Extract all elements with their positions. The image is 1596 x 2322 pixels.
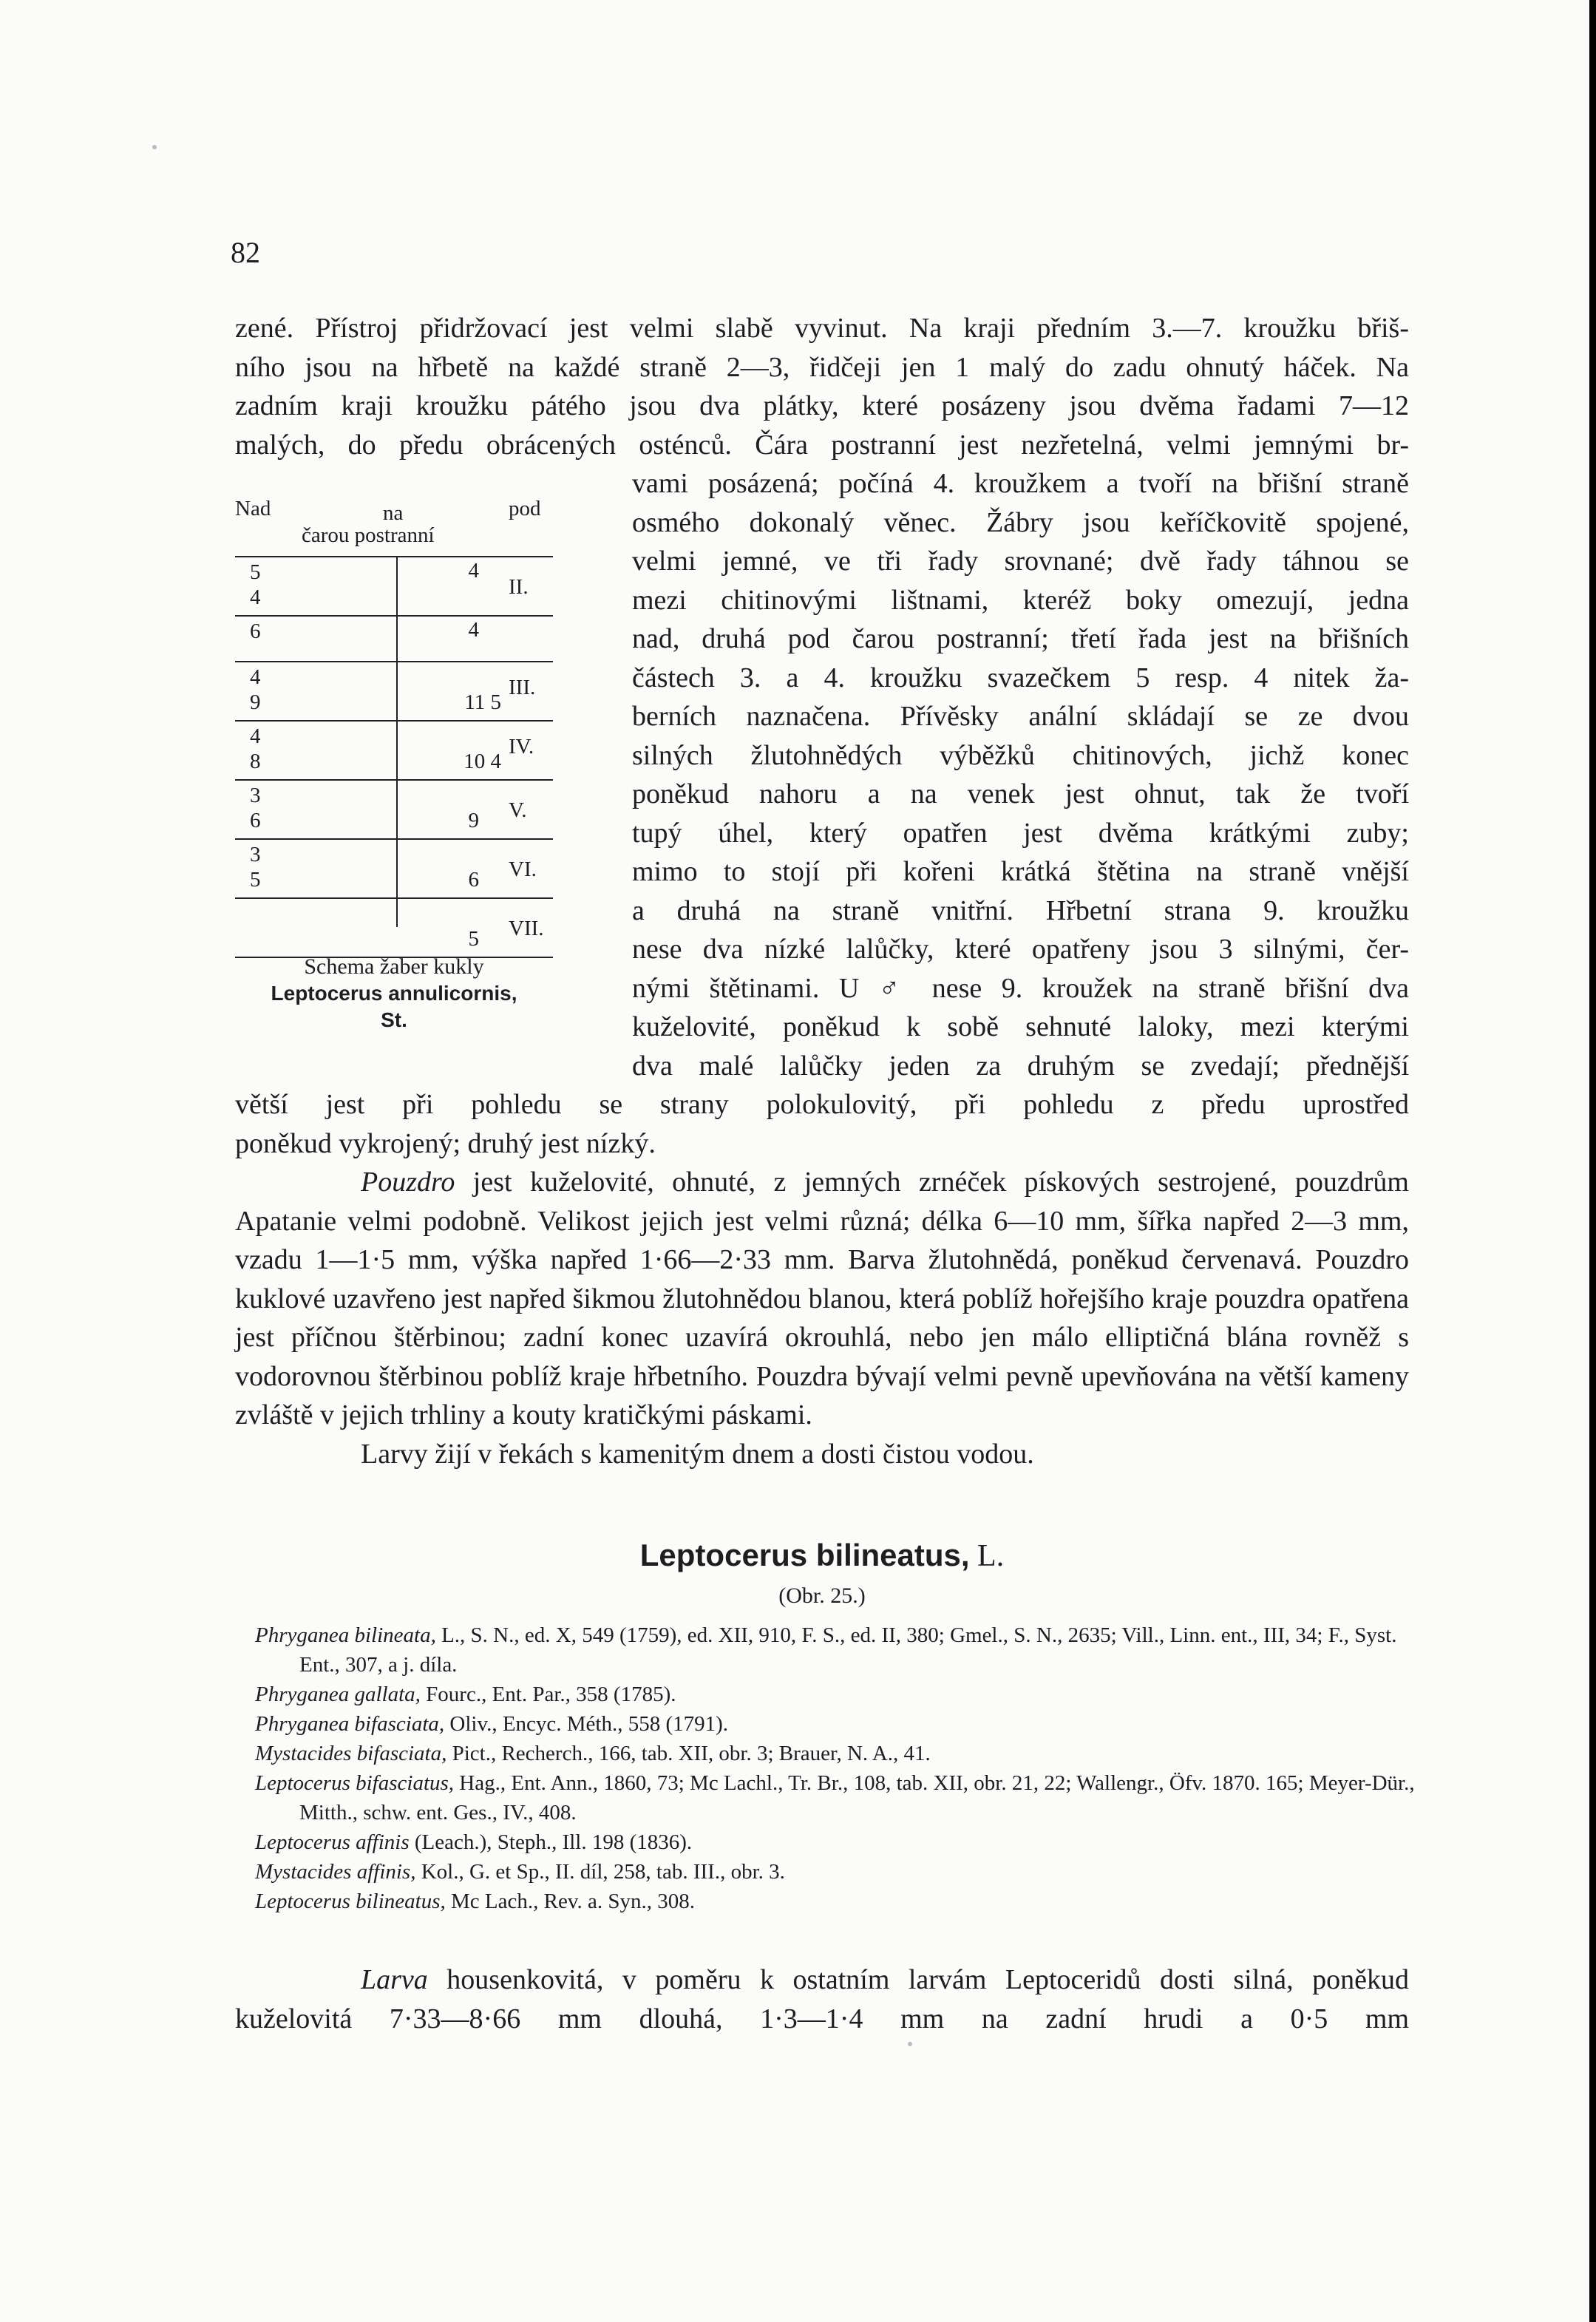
paragraph-text: jest kuželovité, ohnuté, z jemných zrnéček pískových sestrojené, pouzdrům Apatanie velmi podobně. Velikost jejich jest velmi různá; délka 6—10 mm, šířka napřed 2—3 mm, vzadu 1—1·5 mm, výška napřed 1·66—2·33 mm. Barva žlutohnědá, poněkud červenavá. Pouzdro kuklové uzavřeno jest napřed šikmou žlutohnědou blanou, která poblíž hořejšího kraje pouzdra opatřena jest příčnou štěrbinou; zadní konec uzavírá okrouhlá, nebo jen málo elliptičná blána rovněž s vodorovnou štěrbinou poblíž kraje hřbetního. Pouzdra bývají velmi pevně upevňována na větší kameny zvláště v jejich trhliny a kouty kratičkými páskami. [235,1167,1409,1430]
cell: 9 [250,690,261,714]
caption-line: Schema žaber kukly [304,954,484,979]
synonym-citation: Pict., Recherch., 166, tab. XII, obr. 3; Brauer, N. A., 41. [446,1742,931,1765]
speck [908,2042,912,2046]
text-line: nad, druhá pod čarou postranní; třetí řada jest na břišních [632,623,1409,654]
schema-row [235,722,553,781]
segment-label: V. [509,798,527,822]
text-line: zené. Přístroj přidržovací jest velmi slabě vyvinut. Na kraji předním 3.—7. kroužku břiš- [235,313,1409,344]
synonymy-list [255,1620,1416,1916]
synonym-name: Phryganea bilineata, [255,1623,436,1647]
text-line: dva malé lalůčky jeden za druhým se zvedají; přednější [632,1050,1409,1082]
schema-row [235,781,553,840]
paragraph-larvy: Larvy žijí v řekách s kamenitým dnem a dosti čistou vodou. [361,1438,1034,1470]
synonym-name: Mystacides bifasciata, [255,1742,447,1765]
schema-row [235,617,553,662]
paragraph-1-column [632,464,1409,1085]
cell: 4 [468,559,479,583]
schema-head-carou: čarou postranní [302,523,435,547]
text-line: nese dva nízké lalůčky, které opatřeny jsou 3 silnými, čer- [632,934,1409,965]
text-line: velmi jemné, ve tři řady srovnané; dvě řady táhnou se [632,546,1409,577]
synonym-entry [255,1709,1416,1739]
cell: 5 [250,560,261,584]
species-name: Leptocerus bilineatus, [639,1538,970,1572]
schema-head-nad: Nad [235,497,271,520]
cell: 9 [468,809,479,832]
synonym-citation: L., S. N., ed. X, 549 (1759), ed. XII, 910, F. S., ed. II, 380; Gmel., S. N., 2635; Vill., Linn. ent., III, 34; F., Syst. Ent., 307, a j. díla. [299,1623,1397,1677]
synonym-name: Phryganea bifasciata, [255,1712,445,1736]
segment-label: VI. [509,858,537,881]
schema-row [235,557,553,617]
text-line: malých, do předu obrácených osténců. Čára postranní jest nezřetelná, velmi jemnými br- [235,429,1409,461]
cell: 6 [250,619,261,643]
cell: 5 [468,927,479,951]
paragraph-pouzdro [235,1163,1409,1435]
segment-label: II. [509,575,529,599]
text-line: poněkud nahoru a na venek jest ohnut, tak že tvoří [632,778,1409,809]
species-heading [235,1538,1409,1574]
paragraph-label: Pouzdro [361,1167,455,1198]
cell: 6 [250,809,261,832]
cell: 3 [250,784,261,807]
figure-reference: (Obr. 25.) [778,1583,866,1608]
text-line: vami posázená; počíná 4. kroužkem a tvoří na břišní straně [632,468,1409,499]
cell: 4 [468,618,479,642]
synonym-entry [255,1739,1416,1768]
schema-row [235,662,553,722]
synonym-citation: Oliv., Encyc. Méth., 558 (1791). [444,1712,729,1736]
gill-schema-table [235,497,553,958]
paragraph-2 [235,1163,1409,1473]
synonym-entry [255,1768,1416,1827]
text-line: ního jsou na hřbetě na každé straně 2—3, řidčeji jen 1 malý do zadu ohnutý háček. Na [235,351,1409,383]
synonym-citation: Fourc., Ent. Par., 358 (1785). [420,1683,676,1706]
schema-head-na: na [383,501,404,525]
paragraph-text: housenkovitá, v poměru k ostatním larvám Leptoceridů dosti silná, poněkud kuželovitá 7·33—8·66 mm dlouhá, 1·3—1·4 mm na zadní hrudi a 0·5 mm [235,1964,1409,2034]
text-line: větší jest při pohledu se strany polokulovitý, při pohledu z předu uprostřed [235,1089,1409,1120]
synonym-citation: (Leach.), Steph., Ill. 198 (1836). [409,1830,693,1854]
text-line: a druhá na straně vnitřní. Hřbetní strana 9. kroužku [632,894,1409,926]
synonym-entry [255,1827,1416,1857]
text-line: tupý úhel, který opatřen jest dvěma krátkými zuby; [632,817,1409,849]
cell: 4 [250,724,261,748]
schema-row [235,899,553,958]
synonym-citation: Kol., G. et Sp., II. díl, 258, tab. III., obr. 3. [415,1860,785,1884]
paragraph-1-wide [235,309,1409,464]
synonym-name: Leptocerus affinis [255,1830,410,1854]
text-line: silných žlutohnědých výběžků chitinových, jichž konec [632,739,1409,771]
text-line: mimo to stojí při kořeni krátká štětina na straně vnější [632,856,1409,887]
synonym-name: Phryganea gallata, [255,1683,421,1706]
text-line: nými štětinami. U ♂ nese 9. kroužek na straně břišní dva [632,972,1409,1004]
paragraph-larva-text [235,1961,1409,2038]
synonym-citation: Mc Lach., Rev. a. Syn., 308. [445,1890,695,1913]
synonym-entry [255,1680,1416,1709]
cell: 11 5 [464,690,501,714]
synonym-citation: Hag., Ent. Ann., 1860, 73; Mc Lachl., Tr. Br., 108, tab. XII, obr. 21, 22; Wallengr., Öfv. 1870. 165; Meyer-Dür., Mitth., schw. ent. Ges., IV., 408. [299,1771,1415,1824]
caption-author: St. [381,1008,407,1031]
schema-header [235,497,553,556]
paragraph-label: Larva [361,1964,428,1995]
segment-label: VII. [509,917,544,940]
cell: 5 [250,868,261,892]
segment-label: III. [509,676,536,699]
text-line: osmého dokonalý věnec. Žábry jsou keříčkovitě spojené, [632,506,1409,538]
text-line: částech 3. a 4. kroužku svazečkem 5 resp. 4 nitek ža- [632,662,1409,693]
text-line: poněkud vykrojený; druhý jest nízký. [235,1127,656,1159]
species-author: L. [969,1539,1005,1573]
schema-head-pod: pod [509,497,541,520]
synonym-entry [255,1620,1416,1680]
cell: 3 [250,843,261,866]
synonym-name: Leptocerus bilineatus, [255,1890,446,1913]
synonym-name: Mystacides affinis, [255,1860,416,1884]
cell: 10 4 [463,750,501,773]
schema-rows [235,556,553,958]
page-number: 82 [231,236,260,269]
cell: 8 [250,750,261,773]
text-line: berních naznačena. Přívěsky anální skládají se ze dvou [632,701,1409,732]
speck [152,145,157,149]
segment-label: IV. [509,735,534,758]
text-line: mezi chitinovými lištnami, kteréž boky omezují, jedna [632,584,1409,616]
schema-caption [235,954,553,1033]
text-line: zadním kraji kroužku pátého jsou dva plátky, které posázeny jsou dvěma řadami 7—12 [235,390,1409,421]
paragraph-larva [235,1961,1409,2038]
cell: 4 [250,665,261,689]
synonym-name: Leptocerus bifasciatus, [255,1771,455,1795]
synonym-entry [255,1887,1416,1916]
paragraph-1-tail [235,1085,1409,1163]
cell: 4 [250,585,261,609]
text-line: kuželovité, poněkud k sobě sehnuté laloky, mezi kterými [632,1011,1409,1042]
caption-species: Leptocerus annulicornis, [271,982,517,1005]
schema-row [235,840,553,899]
cell: 6 [468,868,479,892]
synonym-entry [255,1857,1416,1887]
